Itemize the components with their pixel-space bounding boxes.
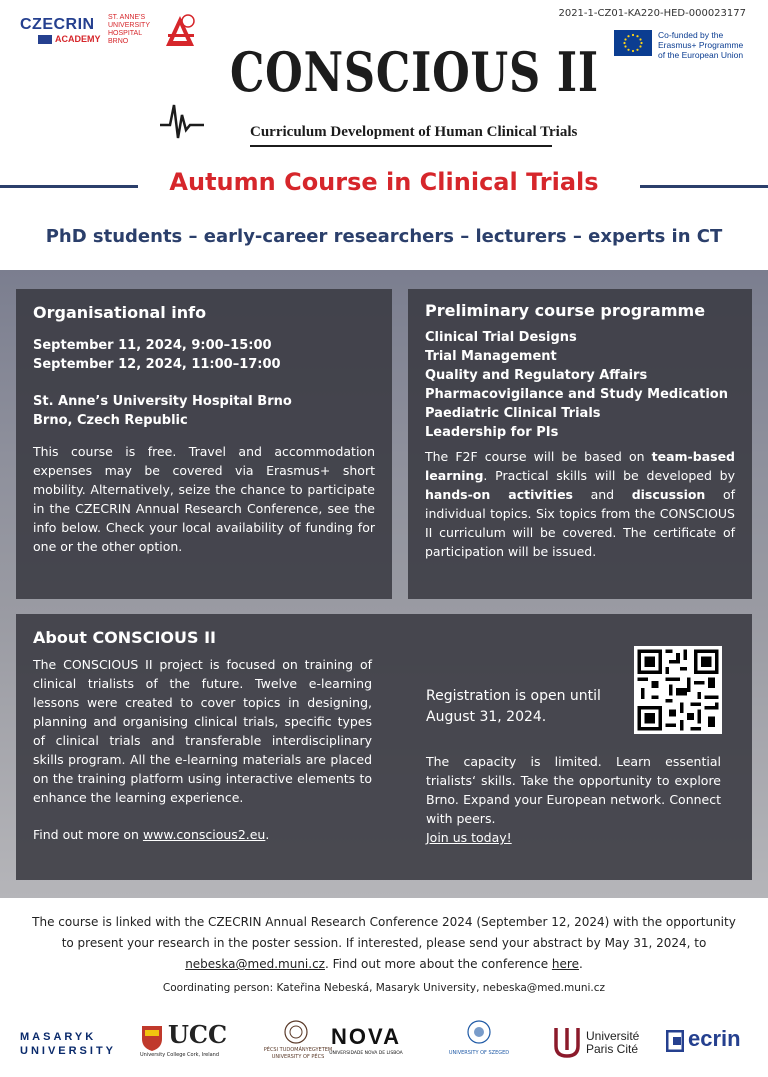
conference-info: The course is linked with the CZECRIN Annual Research Conference 2024 (September 12, 2024) with the opportunity to present your research in the poster session. If interested, please send your abstract by May 31, 2024, to nebeska@med.muni.cz. Find out more about the conference here. <box>32 915 736 971</box>
registration-info: The capacity is limited. Learn essential trialists‘ skills. Take the opportunity to explore Brno. Expand your European network. Connect with peers. <box>426 754 721 826</box>
coordinator-info: Coordinating person: Kateřina Nebeská, Masaryk University, nebeska@med.muni.cz <box>162 982 606 994</box>
paris-cite-emblem-icon <box>552 1026 582 1058</box>
ucc-logo-subtext: University College Cork, Ireland <box>140 1052 220 1058</box>
masaryk-university-logo: MASARYK UNIVERSITY <box>20 1031 117 1057</box>
czecrin-academy-text: ACADEMY <box>55 34 101 44</box>
page-subtitle: Curriculum Development of Human Clinical Trials <box>250 124 578 140</box>
join-us-link[interactable]: Join us today! <box>426 830 512 845</box>
paris-cite-logo-text: Université Paris Cité <box>586 1029 640 1056</box>
czecrin-logo <box>20 16 101 44</box>
ucc-logo-text: UCC <box>168 1020 228 1049</box>
ecrin-logo <box>666 1020 750 1065</box>
programme-topic: Pharmacovigilance and Study Medication <box>425 387 728 402</box>
target-audience: PhD students – early-career researchers – lecturers – experts in CT <box>45 226 723 247</box>
programme-topic: Trial Management <box>425 349 557 364</box>
programme-topic: Clinical Trial Designs <box>425 330 577 345</box>
venue-name: St. Anne’s University Hospital Brno <box>33 394 292 409</box>
course-date-2: September 12, 2024, 11:00–17:00 <box>33 357 281 372</box>
organisational-info-heading: Organisational info <box>33 303 207 322</box>
conference-here-link[interactable]: here <box>551 957 579 971</box>
course-programme-heading: Preliminary course programme <box>425 301 706 320</box>
course-programme-panel <box>408 289 752 599</box>
conscious-header <box>160 40 599 150</box>
course-title-row <box>0 168 768 204</box>
registration-qr-code[interactable] <box>634 646 722 734</box>
pecs-seal-icon <box>284 1020 308 1044</box>
eu-cofunded-logo <box>614 30 744 58</box>
pecs-logo-subtext: UNIVERSITY OF PÉCS <box>271 1054 325 1060</box>
nova-lisboa-logo <box>326 1020 406 1065</box>
project-code: 2021-1-CZ01-KA220-HED-000023177 <box>558 8 746 19</box>
ecrin-mark-icon <box>666 1030 684 1052</box>
registration-deadline-line1: Registration is open until <box>426 688 601 704</box>
programme-topic: Leadership for PIs <box>425 425 559 440</box>
page-title: CONSCIOUS II <box>230 40 599 104</box>
programme-topic: Paediatric Clinical Trials <box>425 406 601 421</box>
ecrin-logo-text: ecrin <box>688 1026 741 1051</box>
ucc-logo <box>140 1020 250 1065</box>
nova-logo-text: NOVA <box>331 1024 401 1049</box>
funding-info: This course is free. Travel and accommodation expenses may be covered via Erasmus+ short mobility. Alternatively, seize the chance to participate in the CZECRIN Annual Research Conference, see the info below. Check your local availability of funding for one or the other option. <box>33 444 375 554</box>
szeged-logo-text: UNIVERSITY OF SZEGED <box>448 1050 510 1056</box>
university-of-szeged-logo <box>414 1020 544 1065</box>
st-annes-logo-text: ST. ANNE'S UNIVERSITY HOSPITAL BRNO <box>108 14 150 45</box>
czecrin-logo-text: CZECRIN <box>20 16 95 33</box>
eu-flag-icon <box>614 30 652 56</box>
conference-email-link[interactable]: nebeska@med.muni.cz <box>185 957 325 971</box>
ucc-crest-icon <box>140 1024 164 1052</box>
pecs-logo-text: PÉCSI TUDOMÁNYEGYETEM <box>263 1047 333 1053</box>
course-date-1: September 11, 2024, 9:00–15:00 <box>33 338 272 353</box>
course-title: Autumn Course in Clinical Trials <box>169 168 599 196</box>
conscious-website-link[interactable]: www.conscious2.eu <box>142 827 266 842</box>
organisational-info-panel <box>16 289 392 599</box>
programme-topic: Quality and Regulatory Affairs <box>425 368 648 383</box>
partner-logos <box>20 1020 750 1065</box>
eu-cofunded-text: Co-funded by the Erasmus+ Programme of the European Union <box>658 30 744 60</box>
more-info-line: Find out more on www.conscious2.eu. <box>33 827 270 842</box>
universite-paris-cite-logo <box>550 1020 650 1065</box>
graduation-cap-icon <box>38 35 52 44</box>
about-heading: About CONSCIOUS II <box>33 628 216 647</box>
venue-city: Brno, Czech Republic <box>33 413 188 428</box>
registration-deadline-line2: August 31, 2024. <box>426 709 547 725</box>
programme-description: The F2F course will be based on team-based learning. Practical skills will be developed by hands-on activities and discussion of individual topics. Six topics from the CONSCIOUS II curriculum will be covered. The certificate of participation will be issued. <box>425 449 735 559</box>
about-description: The CONSCIOUS II project is focused on training of clinical trialists of the future. Twelve e-learning lessons were created to cover topics in designing, planning and organising clinical trials, specific types of clinical trials and transferable interdisciplinary skills program. All the e-learning materials are placed on the training platform using interactive elements to enhance the learning experience. <box>33 657 372 805</box>
szeged-seal-icon <box>467 1020 491 1044</box>
nova-logo-subtext: UNIVERSIDADE NOVA DE LISBOA <box>329 1051 403 1056</box>
